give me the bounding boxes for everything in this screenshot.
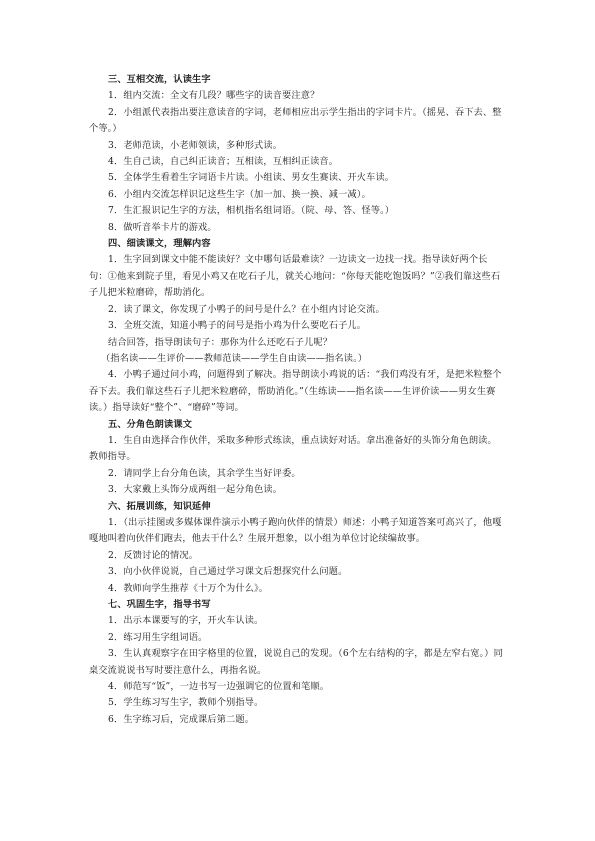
document-body: [89, 72, 506, 728]
paragraph: 1．生自由选择合作伙伴，采取多种形式练读，重点读好对话。拿出准备好的头饰分角色朗读。教师指导。: [89, 434, 497, 463]
paragraph: 2．小组派代表指出要注意读音的字词，老师相应出示学生指出的字词卡片。（摇晃、吞下去、整个等。）: [89, 106, 502, 135]
paragraph: 4．小鸭子通过问小鸡，问题得到了解决。指导朗读小鸡说的话：“我们鸡没有牙，是把米粒整个吞下去。我们靠这些石子儿把米粒磨碎，帮助消化。”（生练读——指名读——生评价读——男女生赛读。）指导读好“整个”、“磨碎”等词。: [89, 369, 502, 414]
paragraph: 3．大家戴上头饰分成两组一起分角色读。: [108, 484, 283, 496]
paragraph: 2．反馈讨论的情况。: [108, 549, 199, 561]
paragraph: 结合回答，指导朗读句子：那你为什么还吃石子儿呢？: [108, 336, 333, 348]
paragraph: 6．小组内交流怎样识记这些生字（加一加、换一换、减一减）。: [108, 188, 371, 200]
section: [89, 72, 506, 236]
paragraph: 3．全班交流，知道小鸭子的问号是指小鸡为什么要吃石子儿。: [108, 320, 367, 332]
paragraph: 1．组内交流：全文有几段？哪些字的读音要注意？: [108, 90, 320, 102]
paragraph: 4．生自己读，自己纠正读音；互相读，互相纠正读音。: [108, 156, 339, 168]
paragraph: 3．老师范读，小老师领读，多种形式读。: [108, 139, 283, 151]
paragraph: 1．（出示挂图或多媒体课件演示小鸭子跑向伙伴的情景）师述：小鸭子知道答案可高兴了，他嘎嘎地叫着向伙伴们跑去，他去干什么？生展开想象，以小组为单位讨论续编故事。: [89, 516, 502, 545]
section-heading: 六、拓展训练，知识延伸: [108, 500, 211, 512]
paragraph: 2．练习用生字组词语。: [108, 631, 208, 643]
section: [89, 499, 506, 597]
paragraph: 3．生认真观察字在田字格里的位置，说说自己的发现。（6个左右结构的字，都是左窄右宽。）同桌交流说说书写时要注意什么，再指名说。: [89, 648, 503, 676]
paragraph: （指名读——生评价——教师范读——学生自由读——指名读。）: [101, 352, 368, 364]
section-heading: 五、分角色朗读课文: [108, 418, 193, 430]
paragraph: 7．生汇报识记生字的方法，相机指名组词语。（院、母、答、怪等。）: [108, 205, 395, 217]
paragraph: 8．做听音举卡片的游戏。: [108, 221, 217, 233]
section: [89, 597, 506, 728]
section-heading: 四、细读课文，理解内容: [108, 238, 211, 250]
paragraph: 2．请同学上台分角色读，其余学生当好评委。: [108, 467, 301, 479]
paragraph: 5．学生练习写生字，教师个别指导。: [108, 697, 264, 709]
section-heading: 三、互相交流，认读生字: [108, 74, 211, 85]
paragraph: 1．出示本课要写的字，开火车认读。: [108, 615, 264, 627]
paragraph: 4．教师向学生推荐《十万个为什么》。: [108, 582, 269, 594]
paragraph: 6．生字练习后，完成课后第二题。: [108, 713, 255, 725]
section: [89, 417, 506, 499]
paragraph: 2．读了课文，你发现了小鸭子的问号是什么？在小组内讨论交流。: [108, 303, 385, 315]
paragraph: 4．师范写“饭”，一边书写一边强调它的位置和笔顺。: [108, 681, 330, 693]
paragraph: 3．向小伙伴说说，自己通过学习课文后想探究什么问题。: [108, 566, 348, 578]
section: [89, 236, 506, 416]
paragraph: 1．生字回到课文中能不能读好？文中哪句话最难读？一边读文一边找一找。指导读好两个长句：①他来到院子里，看见小鸡又在吃石子儿，就关心地问：“你每天能吃饱饭吗？”②我们靠这些石子儿把米粒磨碎，帮助消化。: [89, 254, 501, 299]
paragraph: 5．全体学生看着生字词语卡片读。小组读、男女生赛读、开火车读。: [108, 172, 395, 184]
section-heading: 七、巩固生字，指导书写: [108, 599, 211, 610]
